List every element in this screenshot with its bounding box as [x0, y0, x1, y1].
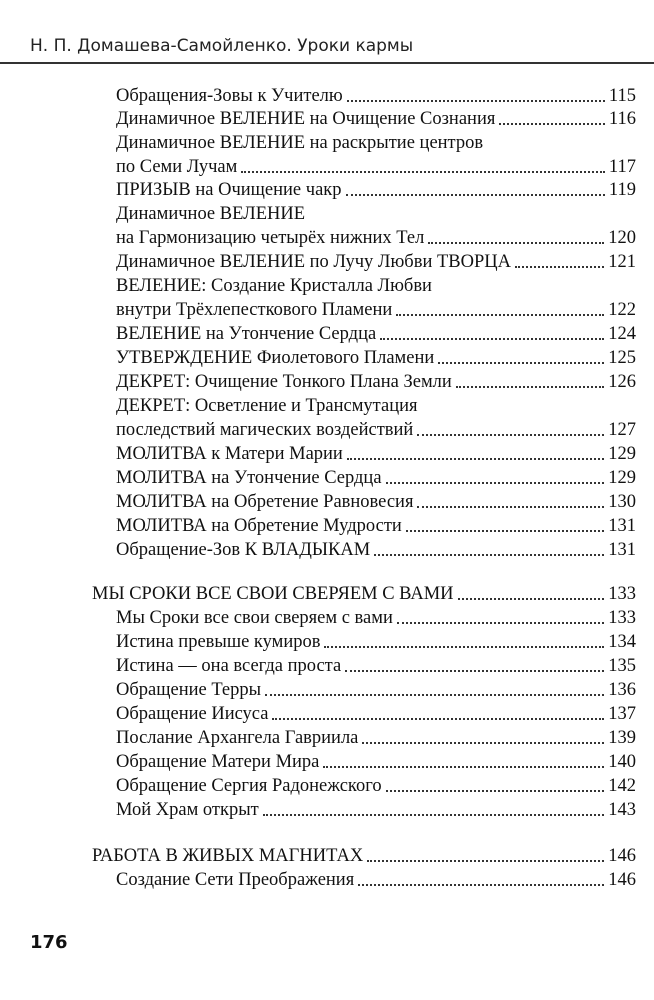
toc-entry — [116, 346, 636, 370]
header-rule — [0, 62, 654, 64]
toc-entry — [116, 274, 636, 298]
toc-entry-title: внутри Трёхлепесткового Пламени — [116, 300, 393, 320]
page-number: 176 — [30, 932, 68, 953]
dot-leader — [499, 123, 605, 125]
toc-entry — [116, 750, 636, 774]
toc-entry-title: последствий магических воздействий — [116, 420, 414, 440]
toc-entry — [116, 654, 636, 678]
toc-entry — [116, 226, 636, 250]
toc-entry — [116, 702, 636, 726]
toc-entry-page: 130 — [608, 492, 636, 512]
toc-entry — [116, 678, 636, 702]
dot-leader — [347, 458, 604, 460]
toc-entry-title: по Семи Лучам — [116, 157, 238, 177]
toc-entry-page: 142 — [608, 776, 636, 796]
toc-entry — [116, 202, 636, 226]
dot-leader — [323, 766, 604, 768]
dot-leader — [265, 694, 604, 696]
toc-entry — [116, 250, 636, 274]
toc-entry-title: Обращения-Зовы к Учителю — [116, 86, 343, 106]
toc-entry-page: 117 — [608, 157, 636, 177]
toc-entry — [116, 538, 636, 562]
toc-entry-title: ДЕКРЕТ: Очищение Тонкого Плана Земли — [116, 372, 452, 392]
toc-entry — [116, 298, 636, 322]
toc-entry — [116, 84, 636, 108]
dot-leader — [386, 482, 605, 484]
toc-entry-page: 146 — [608, 870, 636, 890]
toc-entry-title: МОЛИТВА на Обретение Мудрости — [116, 516, 402, 536]
toc-entry-title: Истина превыше кумиров — [116, 632, 321, 652]
toc-entry-title: Создание Сети Преображения — [116, 870, 355, 890]
toc-entry-page: 121 — [608, 252, 636, 272]
toc-entry-title: Мы Сроки все свои сверяем с вами — [116, 608, 393, 628]
toc-entry-title: ВЕЛЕНИЕ на Утончение Сердца — [116, 324, 377, 344]
toc-entry-title: ДЕКРЕТ: Осветление и Трансмутация — [116, 396, 418, 416]
dot-leader — [263, 814, 604, 816]
toc-entry-title: УТВЕРЖДЕНИЕ Фиолетового Пламени — [116, 348, 435, 368]
toc-entry — [116, 418, 636, 442]
toc-entry-title: Мой Храм открыт — [116, 800, 259, 820]
toc-entry — [116, 131, 636, 155]
dot-leader — [362, 742, 604, 744]
toc-entry-page: 129 — [608, 468, 636, 488]
dot-leader — [358, 884, 604, 886]
toc-entry — [116, 466, 636, 490]
toc-entry-page: 131 — [608, 540, 636, 560]
dot-leader — [397, 622, 604, 624]
dot-leader — [428, 242, 604, 244]
toc-entry-page: 122 — [608, 300, 636, 320]
dot-leader — [386, 790, 605, 792]
dot-leader — [406, 530, 604, 532]
dot-leader — [367, 860, 604, 862]
toc-entry — [116, 322, 636, 346]
dot-leader — [345, 670, 604, 672]
toc-entry-page: 136 — [608, 680, 636, 700]
toc-entry-title: Обращение-Зов К ВЛАДЫКАМ — [116, 540, 371, 560]
toc-entry-page: 116 — [608, 109, 636, 129]
toc-entry-title: Динамичное ВЕЛЕНИЕ на Очищение Сознания — [116, 109, 496, 129]
toc-entry-title: МОЛИТВА на Утончение Сердца — [116, 468, 382, 488]
toc-section-entry — [92, 844, 636, 868]
toc-entry — [116, 630, 636, 654]
toc-entry-page: 126 — [608, 372, 636, 392]
toc-entry-title: РАБОТА В ЖИВЫХ МАГНИТАХ — [92, 846, 364, 866]
toc-entry-title: Обращение Терры — [116, 680, 262, 700]
toc-entry-title: ВЕЛЕНИЕ: Создание Кристалла Любви — [116, 276, 432, 296]
dot-leader — [272, 718, 604, 720]
toc-entry — [116, 442, 636, 466]
toc-entry — [116, 490, 636, 514]
dot-leader — [458, 598, 605, 600]
dot-leader — [324, 646, 604, 648]
toc-entry-page: 133 — [608, 608, 636, 628]
dot-leader — [380, 338, 604, 340]
toc-entry-title: Послание Архангела Гавриила — [116, 728, 359, 748]
dot-leader — [515, 266, 604, 268]
toc-entry-page: 134 — [608, 632, 636, 652]
toc-entry-page: 125 — [608, 348, 636, 368]
dot-leader — [438, 362, 604, 364]
toc-entry — [116, 868, 636, 892]
toc-entry — [116, 178, 636, 202]
dot-leader — [456, 386, 604, 388]
toc-entry-page: 131 — [608, 516, 636, 536]
toc-section-entry — [92, 582, 636, 606]
toc-entry-page: 129 — [608, 444, 636, 464]
dot-leader — [346, 194, 605, 196]
toc-entry — [116, 514, 636, 538]
toc-entry-page: 127 — [608, 420, 636, 440]
toc-entry-page: 139 — [608, 728, 636, 748]
toc-entry-title: Обращение Сергия Радонежского — [116, 776, 382, 796]
toc-entry — [116, 606, 636, 630]
toc-entry-title: МОЛИТВА на Обретение Равновесия — [116, 492, 414, 512]
toc-entry-title: Динамичное ВЕЛЕНИЕ по Лучу Любви ТВОРЦА — [116, 252, 511, 272]
dot-leader — [417, 506, 604, 508]
toc-entry — [116, 394, 636, 418]
toc-entry — [116, 774, 636, 798]
toc-entry — [116, 370, 636, 394]
toc-entry-title: МЫ СРОКИ ВСЕ СВОИ СВЕРЯЕМ С ВАМИ — [92, 584, 454, 604]
toc-entry — [116, 798, 636, 822]
toc-entry — [116, 107, 636, 131]
dot-leader — [396, 314, 604, 316]
toc-entry-page: 124 — [608, 324, 636, 344]
toc-entry-page: 140 — [608, 752, 636, 772]
running-header: Н. П. Домашева-Самойленко. Уроки кармы — [30, 36, 414, 56]
toc-entry-title: Динамичное ВЕЛЕНИЕ — [116, 204, 306, 224]
toc-entry-title: Истина — она всегда проста — [116, 656, 342, 676]
toc-entry — [116, 155, 636, 179]
toc-entry-title: Обращение Матери Мира — [116, 752, 320, 772]
toc-entry-page: 115 — [608, 86, 636, 106]
toc-entry-page: 120 — [608, 228, 636, 248]
toc-entry-page: 143 — [608, 800, 636, 820]
dot-leader — [241, 171, 605, 173]
toc-entry-page: 146 — [608, 846, 636, 866]
dot-leader — [417, 434, 604, 436]
toc-entry-page: 135 — [608, 656, 636, 676]
toc-entry — [116, 726, 636, 750]
toc-entry-title: ПРИЗЫВ на Очищение чакр — [116, 180, 342, 200]
dot-leader — [374, 554, 604, 556]
toc-entry-title: на Гармонизацию четырёх нижних Тел — [116, 228, 425, 248]
toc-entry-title: Динамичное ВЕЛЕНИЕ на раскрытие центров — [116, 133, 484, 153]
toc-entry-title: Обращение Иисуса — [116, 704, 269, 724]
dot-leader — [347, 100, 605, 102]
toc-entry-page: 137 — [608, 704, 636, 724]
toc-entry-page: 133 — [608, 584, 636, 604]
toc-entry-title: МОЛИТВА к Матери Марии — [116, 444, 343, 464]
toc-entry-page: 119 — [608, 180, 636, 200]
